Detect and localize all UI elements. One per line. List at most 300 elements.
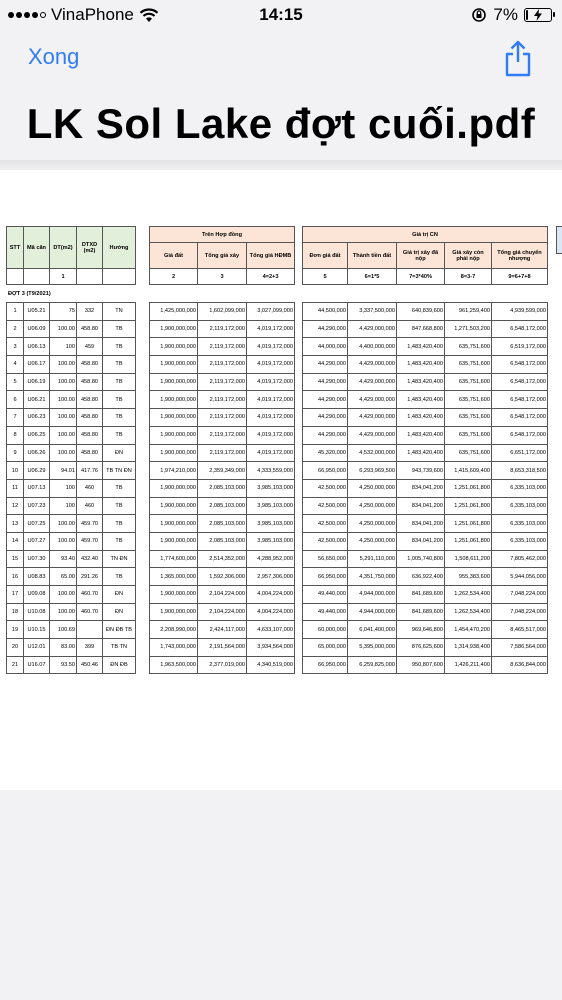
table-row bbox=[150, 479, 295, 497]
nav-bar bbox=[0, 30, 562, 86]
cell-gx: 950,807,600 bbox=[397, 656, 445, 674]
cell-tgx: 2,085,103,000 bbox=[198, 479, 247, 497]
cell-dtxd: 458.80 bbox=[77, 373, 103, 391]
table-row bbox=[150, 497, 295, 515]
cell-dt: 100.00 bbox=[50, 532, 77, 550]
cell-tg: 4,019,172,000 bbox=[247, 356, 295, 374]
battery-percent: 7% bbox=[493, 5, 518, 24]
table-row bbox=[303, 462, 548, 480]
table-row bbox=[303, 532, 548, 550]
cell-ma: U10.15 bbox=[24, 621, 50, 639]
cell-dtxd: 458.80 bbox=[77, 320, 103, 338]
cell-tcn: 6,548,172,000 bbox=[492, 409, 548, 427]
cell-dt: 100.00 bbox=[50, 373, 77, 391]
cell-tg: 4,004,224,000 bbox=[247, 586, 295, 604]
cell-gd: 1,900,000,000 bbox=[150, 479, 198, 497]
cell-ma: U05.21 bbox=[24, 303, 50, 321]
cell-gc: 635,751,600 bbox=[445, 391, 492, 409]
cell-tcn: 7,586,564,000 bbox=[492, 639, 548, 657]
cell-gx: 1,483,420,400 bbox=[397, 373, 445, 391]
cell-tcn: 7,048,224,000 bbox=[492, 603, 548, 621]
cell-stt: 12 bbox=[7, 497, 24, 515]
cell-huong: TB TN ĐN bbox=[103, 462, 136, 480]
table-row bbox=[7, 621, 136, 639]
cell-tg: 4,004,224,000 bbox=[247, 603, 295, 621]
cell-ma: U07.13 bbox=[24, 479, 50, 497]
cell-gc: 635,751,600 bbox=[445, 356, 492, 374]
signal-icon bbox=[8, 12, 46, 18]
table-row bbox=[303, 603, 548, 621]
cell-huong: TB bbox=[103, 320, 136, 338]
cell-ma: U07.23 bbox=[24, 497, 50, 515]
cell-gc: 1,251,061,800 bbox=[445, 479, 492, 497]
table-row bbox=[303, 515, 548, 533]
cell-gc: 635,751,600 bbox=[445, 409, 492, 427]
cell-tgx: 2,085,103,000 bbox=[198, 532, 247, 550]
table-row bbox=[150, 550, 295, 568]
cell-huong: TN ĐN bbox=[103, 550, 136, 568]
header-cell: DTXD (m2) bbox=[77, 227, 103, 269]
cell-gc: 635,751,600 bbox=[445, 373, 492, 391]
cell-gc: 1,508,611,200 bbox=[445, 550, 492, 568]
cell-dt: 100.00 bbox=[50, 356, 77, 374]
cell-tgx: 2,119,172,000 bbox=[198, 338, 247, 356]
cell-stt: 9 bbox=[7, 444, 24, 462]
cell-gx: 1,483,420,400 bbox=[397, 409, 445, 427]
cell-dt: 100 bbox=[50, 338, 77, 356]
cell-huong: TB bbox=[103, 338, 136, 356]
cell-tgx: 2,119,172,000 bbox=[198, 409, 247, 427]
cell-stt: 8 bbox=[7, 426, 24, 444]
cell-ma: U07.27 bbox=[24, 532, 50, 550]
cell-ma: U10.08 bbox=[24, 603, 50, 621]
cell-tcn: 6,548,172,000 bbox=[492, 320, 548, 338]
cell-dg: 60,000,000 bbox=[303, 621, 348, 639]
cell-ma: U08.83 bbox=[24, 568, 50, 586]
cell-tgx: 2,119,172,000 bbox=[198, 391, 247, 409]
table-row bbox=[150, 303, 295, 321]
cell-huong: ĐN bbox=[103, 444, 136, 462]
cell-gx: 969,646,800 bbox=[397, 621, 445, 639]
header-cell: Giá xây còn phải nộp bbox=[445, 243, 492, 269]
table-row bbox=[150, 462, 295, 480]
cell-dg: 66,950,000 bbox=[303, 568, 348, 586]
cell-tgx: 1,592,306,000 bbox=[198, 568, 247, 586]
cell-tg: 4,333,559,000 bbox=[247, 462, 295, 480]
cell-huong: TB TN bbox=[103, 639, 136, 657]
header-cell: Giá đất bbox=[150, 243, 198, 269]
document-title: LK Sol Lake đợt cuối.pdf bbox=[26, 100, 536, 147]
status-right bbox=[471, 5, 552, 25]
cell-gx: 841,689,600 bbox=[397, 586, 445, 604]
table-row bbox=[7, 656, 136, 674]
cell-gd: 1,974,210,000 bbox=[150, 462, 198, 480]
table-row bbox=[7, 426, 136, 444]
cell-stt: 4 bbox=[7, 356, 24, 374]
cell-stt: 17 bbox=[7, 586, 24, 604]
cell-huong: TB bbox=[103, 568, 136, 586]
cell-dg: 44,000,000 bbox=[303, 338, 348, 356]
cell-dg: 66,950,000 bbox=[303, 656, 348, 674]
cell-dt: 93.40 bbox=[50, 550, 77, 568]
cell-gx: 834,041,200 bbox=[397, 515, 445, 533]
cell-stt: 20 bbox=[7, 639, 24, 657]
cell-dg: 42,500,000 bbox=[303, 532, 348, 550]
cell-gd: 1,900,000,000 bbox=[150, 426, 198, 444]
cell-dg: 42,500,000 bbox=[303, 515, 348, 533]
header-cell: STT bbox=[7, 227, 24, 269]
cell-dg: 49,440,000 bbox=[303, 603, 348, 621]
sub-cell bbox=[24, 269, 50, 285]
cell-ma: U06.21 bbox=[24, 391, 50, 409]
cell-dg: 49,440,000 bbox=[303, 586, 348, 604]
sub-cell: 1 bbox=[50, 269, 77, 285]
table-row bbox=[303, 550, 548, 568]
cell-tg: 3,985,103,000 bbox=[247, 515, 295, 533]
sub-cell: 5 bbox=[303, 269, 348, 285]
cell-ma: U12.01 bbox=[24, 639, 50, 657]
cell-tgx: 2,119,172,000 bbox=[198, 444, 247, 462]
cell-tt: 4,429,000,000 bbox=[348, 391, 397, 409]
cell-tcn: 6,519,172,000 bbox=[492, 338, 548, 356]
cell-dtxd: 458.80 bbox=[77, 356, 103, 374]
table-row bbox=[7, 568, 136, 586]
share-button[interactable] bbox=[502, 38, 534, 78]
cell-gx: 876,625,600 bbox=[397, 639, 445, 657]
cell-gc: 635,751,600 bbox=[445, 444, 492, 462]
sub-cell: 4=2+3 bbox=[247, 269, 295, 285]
cell-gx: 1,483,420,400 bbox=[397, 356, 445, 374]
cell-gx: 1,005,740,800 bbox=[397, 550, 445, 568]
cell-stt: 5 bbox=[7, 373, 24, 391]
sub-cell: 3 bbox=[198, 269, 247, 285]
sub-cell bbox=[77, 269, 103, 285]
cell-gd: 2,208,990,000 bbox=[150, 621, 198, 639]
table-row bbox=[303, 444, 548, 462]
sub-cell: 2 bbox=[150, 269, 198, 285]
cell-gd: 1,900,000,000 bbox=[150, 409, 198, 427]
cell-gc: 1,262,534,400 bbox=[445, 586, 492, 604]
cell-tt: 4,944,000,000 bbox=[348, 603, 397, 621]
cell-huong: TB bbox=[103, 515, 136, 533]
cell-gx: 636,922,400 bbox=[397, 568, 445, 586]
cell-dt: 100 bbox=[50, 479, 77, 497]
cell-tg: 3,934,564,000 bbox=[247, 639, 295, 657]
cell-gd: 1,900,000,000 bbox=[150, 391, 198, 409]
cell-dg: 66,950,000 bbox=[303, 462, 348, 480]
table-row bbox=[303, 497, 548, 515]
cell-tcn: 5,944,056,000 bbox=[492, 568, 548, 586]
cell-tgx: 2,104,224,000 bbox=[198, 586, 247, 604]
cell-tt: 6,293,969,500 bbox=[348, 462, 397, 480]
cell-tg: 4,019,172,000 bbox=[247, 338, 295, 356]
table-row bbox=[150, 373, 295, 391]
cell-gd: 1,900,000,000 bbox=[150, 603, 198, 621]
table-row bbox=[303, 426, 548, 444]
cell-dt: 94.01 bbox=[50, 462, 77, 480]
next-table-edge bbox=[556, 226, 562, 254]
wifi-icon bbox=[139, 7, 159, 23]
cell-tt: 4,429,000,000 bbox=[348, 356, 397, 374]
cell-gc: 1,454,470,200 bbox=[445, 621, 492, 639]
cell-dtxd: 459 bbox=[77, 338, 103, 356]
cell-dtxd: 458.80 bbox=[77, 444, 103, 462]
table-row bbox=[7, 479, 136, 497]
table-row bbox=[150, 639, 295, 657]
cell-ma: U06.17 bbox=[24, 356, 50, 374]
cell-gx: 834,041,200 bbox=[397, 497, 445, 515]
table-row bbox=[7, 462, 136, 480]
cell-tgx: 2,191,564,000 bbox=[198, 639, 247, 657]
table-row bbox=[150, 586, 295, 604]
table-row bbox=[150, 391, 295, 409]
cell-dtxd: 332 bbox=[77, 303, 103, 321]
table-row bbox=[7, 586, 136, 604]
table-row bbox=[7, 356, 136, 374]
cell-tt: 4,944,000,000 bbox=[348, 586, 397, 604]
cell-tt: 4,429,000,000 bbox=[348, 373, 397, 391]
cell-tcn: 6,335,103,000 bbox=[492, 497, 548, 515]
cell-tg: 4,019,172,000 bbox=[247, 444, 295, 462]
cell-tgx: 2,119,172,000 bbox=[198, 426, 247, 444]
status-bar bbox=[0, 0, 562, 30]
table-row bbox=[150, 320, 295, 338]
cell-dt: 100.00 bbox=[50, 603, 77, 621]
cell-tg: 3,985,103,000 bbox=[247, 532, 295, 550]
cell-tcn: 4,939,599,000 bbox=[492, 303, 548, 321]
cell-gc: 1,426,211,400 bbox=[445, 656, 492, 674]
cell-tgx: 2,119,172,000 bbox=[198, 373, 247, 391]
cell-dt: 65.00 bbox=[50, 568, 77, 586]
cell-ma: U06.25 bbox=[24, 426, 50, 444]
cell-stt: 13 bbox=[7, 515, 24, 533]
cell-tcn: 6,548,172,000 bbox=[492, 373, 548, 391]
sub-cell: 9=6+7+8 bbox=[492, 269, 548, 285]
table-row bbox=[303, 303, 548, 321]
cell-dg: 44,290,000 bbox=[303, 409, 348, 427]
table-row bbox=[303, 409, 548, 427]
cell-tg: 3,985,103,000 bbox=[247, 479, 295, 497]
cell-dt: 93.50 bbox=[50, 656, 77, 674]
cell-dg: 42,500,000 bbox=[303, 497, 348, 515]
cell-tg: 4,019,172,000 bbox=[247, 373, 295, 391]
cell-huong: TB bbox=[103, 356, 136, 374]
cell-gd: 1,425,000,000 bbox=[150, 303, 198, 321]
cell-tgx: 2,359,349,000 bbox=[198, 462, 247, 480]
cell-huong: TB bbox=[103, 391, 136, 409]
cell-tt: 5,291,110,000 bbox=[348, 550, 397, 568]
cell-dt: 100.69 bbox=[50, 621, 77, 639]
table-row bbox=[303, 356, 548, 374]
cell-tg: 4,019,172,000 bbox=[247, 409, 295, 427]
header-cell: Đơn giá đất bbox=[303, 243, 348, 269]
sub-cell bbox=[7, 269, 24, 285]
share-icon bbox=[502, 38, 534, 78]
header-cell: DT(m2) bbox=[50, 227, 77, 269]
cell-tt: 4,351,750,000 bbox=[348, 568, 397, 586]
cell-tt: 4,250,000,000 bbox=[348, 532, 397, 550]
table-row bbox=[150, 409, 295, 427]
cell-huong: TB bbox=[103, 479, 136, 497]
cell-tg: 4,288,952,000 bbox=[247, 550, 295, 568]
cell-stt: 3 bbox=[7, 338, 24, 356]
table-row bbox=[150, 532, 295, 550]
cell-tcn: 6,335,103,000 bbox=[492, 515, 548, 533]
cell-dg: 45,320,000 bbox=[303, 444, 348, 462]
orientation-lock-icon bbox=[471, 7, 487, 23]
cell-huong: ĐN ĐB TB bbox=[103, 621, 136, 639]
cell-gx: 1,483,420,400 bbox=[397, 426, 445, 444]
table-row bbox=[7, 550, 136, 568]
cell-tg: 3,027,099,000 bbox=[247, 303, 295, 321]
table-row bbox=[7, 303, 136, 321]
cell-dtxd: 460 bbox=[77, 497, 103, 515]
header-cell: Mã căn bbox=[24, 227, 50, 269]
cell-tcn: 8,653,318,500 bbox=[492, 462, 548, 480]
cell-gc: 635,751,600 bbox=[445, 426, 492, 444]
cell-dtxd: 458.80 bbox=[77, 426, 103, 444]
cell-dg: 44,290,000 bbox=[303, 320, 348, 338]
sub-cell bbox=[103, 269, 136, 285]
cell-huong: TB bbox=[103, 426, 136, 444]
cell-stt: 7 bbox=[7, 409, 24, 427]
cell-tgx: 2,104,224,000 bbox=[198, 603, 247, 621]
cell-tgx: 2,119,172,000 bbox=[198, 320, 247, 338]
cell-dtxd: 460 bbox=[77, 479, 103, 497]
table-row bbox=[303, 656, 548, 674]
header-cell: Giá trị xây đã nộp bbox=[397, 243, 445, 269]
cell-gx: 1,483,420,400 bbox=[397, 444, 445, 462]
cell-gd: 1,900,000,000 bbox=[150, 444, 198, 462]
sub-cell: 8=3-7 bbox=[445, 269, 492, 285]
cell-gd: 1,900,000,000 bbox=[150, 373, 198, 391]
table-row bbox=[7, 373, 136, 391]
cell-tcn: 6,335,103,000 bbox=[492, 532, 548, 550]
cell-gd: 1,900,000,000 bbox=[150, 320, 198, 338]
cell-stt: 2 bbox=[7, 320, 24, 338]
cell-tcn: 7,805,462,000 bbox=[492, 550, 548, 568]
cell-dt: 75 bbox=[50, 303, 77, 321]
table-row bbox=[7, 639, 136, 657]
table-row bbox=[303, 391, 548, 409]
cell-tg: 4,340,519,000 bbox=[247, 656, 295, 674]
cell-dtxd bbox=[77, 621, 103, 639]
cell-stt: 21 bbox=[7, 656, 24, 674]
cell-huong: ĐN ĐB bbox=[103, 656, 136, 674]
cell-tg: 4,019,172,000 bbox=[247, 391, 295, 409]
cell-tt: 6,041,400,000 bbox=[348, 621, 397, 639]
cell-tcn: 6,335,103,000 bbox=[492, 479, 548, 497]
cell-tcn: 8,465,517,000 bbox=[492, 621, 548, 639]
table-row bbox=[7, 515, 136, 533]
table-row bbox=[7, 603, 136, 621]
cell-dg: 44,290,000 bbox=[303, 391, 348, 409]
table-row bbox=[7, 532, 136, 550]
cell-tgx: 2,514,352,000 bbox=[198, 550, 247, 568]
cell-ma: U07.25 bbox=[24, 515, 50, 533]
cell-huong: TB bbox=[103, 409, 136, 427]
cell-gd: 1,963,500,000 bbox=[150, 656, 198, 674]
cell-tgx: 2,085,103,000 bbox=[198, 497, 247, 515]
table-row bbox=[150, 603, 295, 621]
pdf-page[interactable] bbox=[0, 170, 562, 790]
cell-tcn: 7,048,224,000 bbox=[492, 586, 548, 604]
cell-tgx: 1,602,099,000 bbox=[198, 303, 247, 321]
cell-dt: 100.00 bbox=[50, 320, 77, 338]
cell-tt: 4,400,000,000 bbox=[348, 338, 397, 356]
cell-dt: 100.00 bbox=[50, 586, 77, 604]
cell-tt: 4,429,000,000 bbox=[348, 409, 397, 427]
cell-gc: 1,271,503,200 bbox=[445, 320, 492, 338]
cell-gd: 1,900,000,000 bbox=[150, 497, 198, 515]
cell-dtxd: 291.26 bbox=[77, 568, 103, 586]
battery-icon bbox=[524, 8, 552, 22]
cell-gd: 1,900,000,000 bbox=[150, 586, 198, 604]
table-row bbox=[7, 497, 136, 515]
cell-dt: 100 bbox=[50, 497, 77, 515]
cell-tgx: 2,377,019,000 bbox=[198, 656, 247, 674]
header-cell: Tổng giá chuyển nhượng bbox=[492, 243, 548, 269]
cell-gd: 1,743,000,000 bbox=[150, 639, 198, 657]
cell-ma: U07.30 bbox=[24, 550, 50, 568]
table-row bbox=[303, 568, 548, 586]
cell-dt: 83.00 bbox=[50, 639, 77, 657]
cell-dg: 44,500,000 bbox=[303, 303, 348, 321]
cell-dg: 56,650,000 bbox=[303, 550, 348, 568]
cell-tgx: 2,424,117,000 bbox=[198, 621, 247, 639]
cell-gx: 1,483,420,400 bbox=[397, 338, 445, 356]
cell-gd: 1,774,600,000 bbox=[150, 550, 198, 568]
cell-tcn: 6,548,172,000 bbox=[492, 356, 548, 374]
cell-huong: TB bbox=[103, 532, 136, 550]
cell-stt: 18 bbox=[7, 603, 24, 621]
cell-gd: 1,900,000,000 bbox=[150, 338, 198, 356]
table-row bbox=[150, 568, 295, 586]
cell-gc: 1,415,609,400 bbox=[445, 462, 492, 480]
table-row bbox=[150, 515, 295, 533]
table-row bbox=[150, 426, 295, 444]
cell-dtxd: 460.70 bbox=[77, 603, 103, 621]
cell-huong: TB bbox=[103, 497, 136, 515]
cell-ma: U06.23 bbox=[24, 409, 50, 427]
cell-tcn: 6,548,172,000 bbox=[492, 426, 548, 444]
table-row bbox=[303, 338, 548, 356]
table-row bbox=[303, 586, 548, 604]
header-cell: Thành tiền đất bbox=[348, 243, 397, 269]
cell-dtxd: 458.80 bbox=[77, 409, 103, 427]
cell-dg: 42,500,000 bbox=[303, 479, 348, 497]
cell-tt: 4,250,000,000 bbox=[348, 515, 397, 533]
cell-ma: U09.08 bbox=[24, 586, 50, 604]
cell-ma: U06.13 bbox=[24, 338, 50, 356]
cell-dtxd: 417.76 bbox=[77, 462, 103, 480]
cell-tg: 4,019,172,000 bbox=[247, 426, 295, 444]
table-row bbox=[150, 621, 295, 639]
cell-tgx: 2,085,103,000 bbox=[198, 515, 247, 533]
cell-ma: U16.07 bbox=[24, 656, 50, 674]
status-time: 14:15 bbox=[259, 5, 303, 24]
cell-tt: 4,429,000,000 bbox=[348, 320, 397, 338]
cell-gc: 1,251,061,800 bbox=[445, 532, 492, 550]
table-row bbox=[7, 338, 136, 356]
cell-gd: 1,900,000,000 bbox=[150, 356, 198, 374]
cell-ma: U06.09 bbox=[24, 320, 50, 338]
done-button[interactable]: Xong bbox=[28, 44, 80, 69]
cell-stt: 11 bbox=[7, 479, 24, 497]
cell-ma: U06.19 bbox=[24, 373, 50, 391]
cell-dt: 100.00 bbox=[50, 515, 77, 533]
table-row bbox=[7, 391, 136, 409]
